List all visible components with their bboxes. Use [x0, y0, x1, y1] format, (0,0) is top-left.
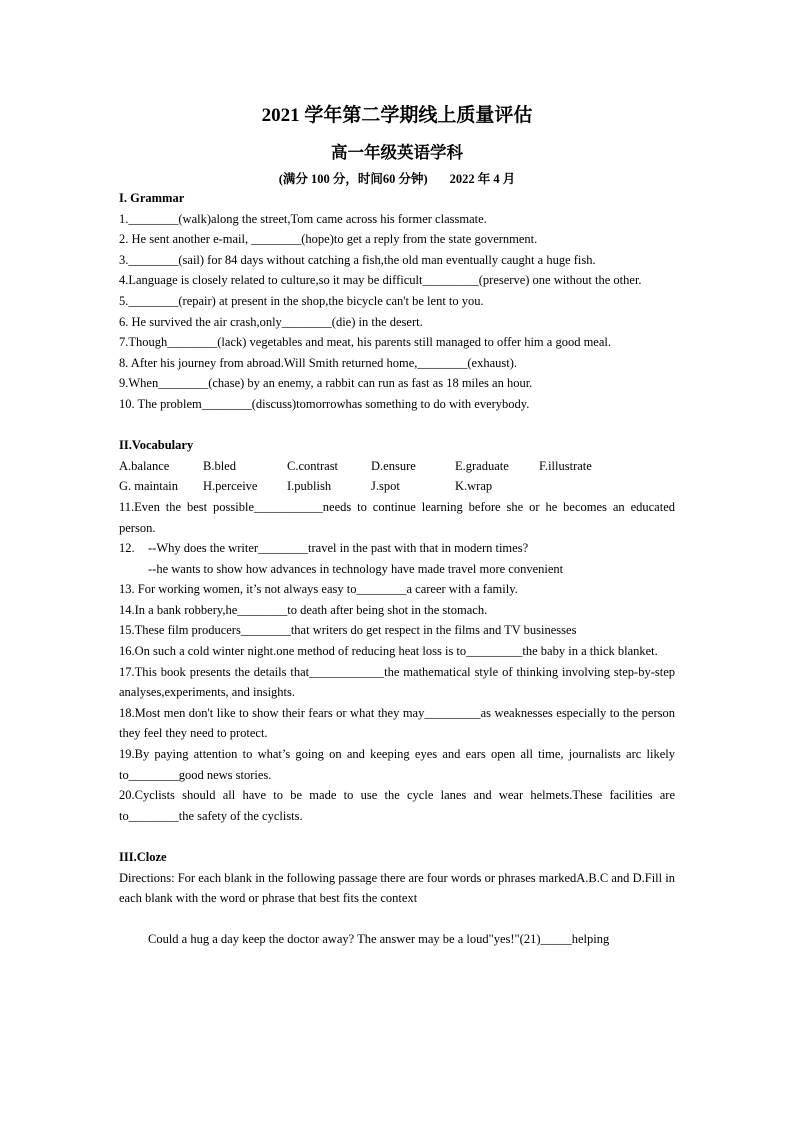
grammar-item: 2. He sent another e-mail, ________(hope)to get a reply from the state government. [119, 232, 538, 247]
vocabulary-question: 15.These film producers________that writers do get respect in the films and TV businesses [119, 623, 577, 638]
cloze-directions: Directions: For each blank in the following passage there are four words or phrases markedA.B.C and D.Fill in each blank with the word or phrase that best fits the context [119, 870, 675, 906]
vocab-option: E.graduate [455, 458, 509, 473]
grammar-item: 10. The problem________(discuss)tomorrowhas something to do with everybody. [119, 396, 530, 411]
vocab-option: D.ensure [371, 458, 416, 473]
grammar-item: 9.When________(chase) by an enemy, a rabbit can run as fast as 18 miles an hour. [119, 376, 533, 391]
grammar-item: 7.Though________(lack) vegetables and meat, his parents still managed to offer him a good meal. [119, 335, 611, 350]
vocab-option [539, 476, 623, 497]
vocab-option: G. maintain [119, 479, 179, 494]
vocabulary-question: 16.On such a cold winter night.one method of reducing heat loss is to_________the baby in a thick blanket. [119, 644, 658, 659]
dialogue-line: --Why does the writer________travel in the past with that in modern times? [148, 541, 529, 556]
vocabulary-heading: II.Vocabulary [119, 438, 194, 453]
vocabulary-question [119, 538, 675, 559]
grammar-item: 3.________(sail) for 84 days without catching a fish,the old man eventually caught a huge fish. [119, 252, 596, 267]
vocabulary-question: 17.This book presents the details that____________the mathematical style of thinking involving step-by-step analyses,experiments, and insights. [119, 664, 675, 700]
exam-subtitle: 高一年级英语学科 [331, 143, 463, 162]
vocabulary-question: 19.By paying attention to what’s going on and keeping eyes and ears open all time, journalists arc likely to________good news stories. [119, 747, 675, 782]
exam-title: 2021 学年第二学期线上质量评估 [261, 105, 533, 126]
section-spacer [119, 415, 675, 436]
grammar-section [119, 209, 675, 415]
grammar-item: 8. After his journey from abroad.Will Smith returned home,________(exhaust). [119, 355, 518, 370]
vocab-option: H.perceive [203, 479, 258, 494]
vocabulary-options-row [119, 456, 675, 477]
grammar-item: 1.________(walk)along the street,Tom came across his former classmate. [119, 211, 487, 226]
vocabulary-question: 11.Even the best possible___________needs to continue learning before she or he becomes an educated person. [119, 499, 675, 535]
vocab-option: J.spot [371, 479, 400, 494]
vocab-option: F.illustrate [539, 458, 592, 473]
vocabulary-question: 13. For working women, it’s not always easy to________a career with a family. [119, 582, 518, 597]
section-spacer [119, 909, 675, 930]
vocabulary-question: 20.Cyclists should all have to be made to use the cycle lanes and wear helmets.These facilities are to________the safety of the cyclists. [119, 788, 675, 823]
vocabulary-question: 14.In a bank robbery,he________to death after being shot in the stomach. [119, 602, 488, 617]
vocabulary-options-row [119, 476, 675, 497]
vocab-option: A.balance [119, 458, 170, 473]
section-spacer [119, 826, 675, 847]
cloze-passage: Could a hug a day keep the doctor away? The answer may be a loud"yes!"(21)_____helping [148, 932, 610, 947]
vocab-option: C.contrast [287, 458, 339, 473]
vocabulary-question: 18.Most men don't like to show their fears or what they may_________as weaknesses especially to the person they feel they need to protect. [119, 705, 675, 741]
vocab-option: K.wrap [455, 479, 493, 494]
vocab-option: B.bled [203, 458, 236, 473]
grammar-item: 4.Language is closely related to culture,so it may be difficult_________(preserve) one without the other. [119, 273, 642, 288]
question-number: 12. [119, 541, 135, 556]
exam-info: (满分 100 分，时间60 分钟) 2022 年 4 月 [278, 172, 516, 186]
dialogue-line: --he wants to show how advances in technology have made travel more convenient [148, 561, 564, 576]
grammar-heading: I. Grammar [119, 191, 185, 205]
exam-page [119, 102, 675, 950]
vocab-option: I.publish [287, 479, 332, 494]
grammar-item: 5.________(repair) at present in the shop,the bicycle can't be lent to you. [119, 293, 484, 308]
grammar-item: 6. He survived the air crash,only________(die) in the desert. [119, 314, 423, 329]
cloze-heading: III.Cloze [119, 850, 167, 864]
